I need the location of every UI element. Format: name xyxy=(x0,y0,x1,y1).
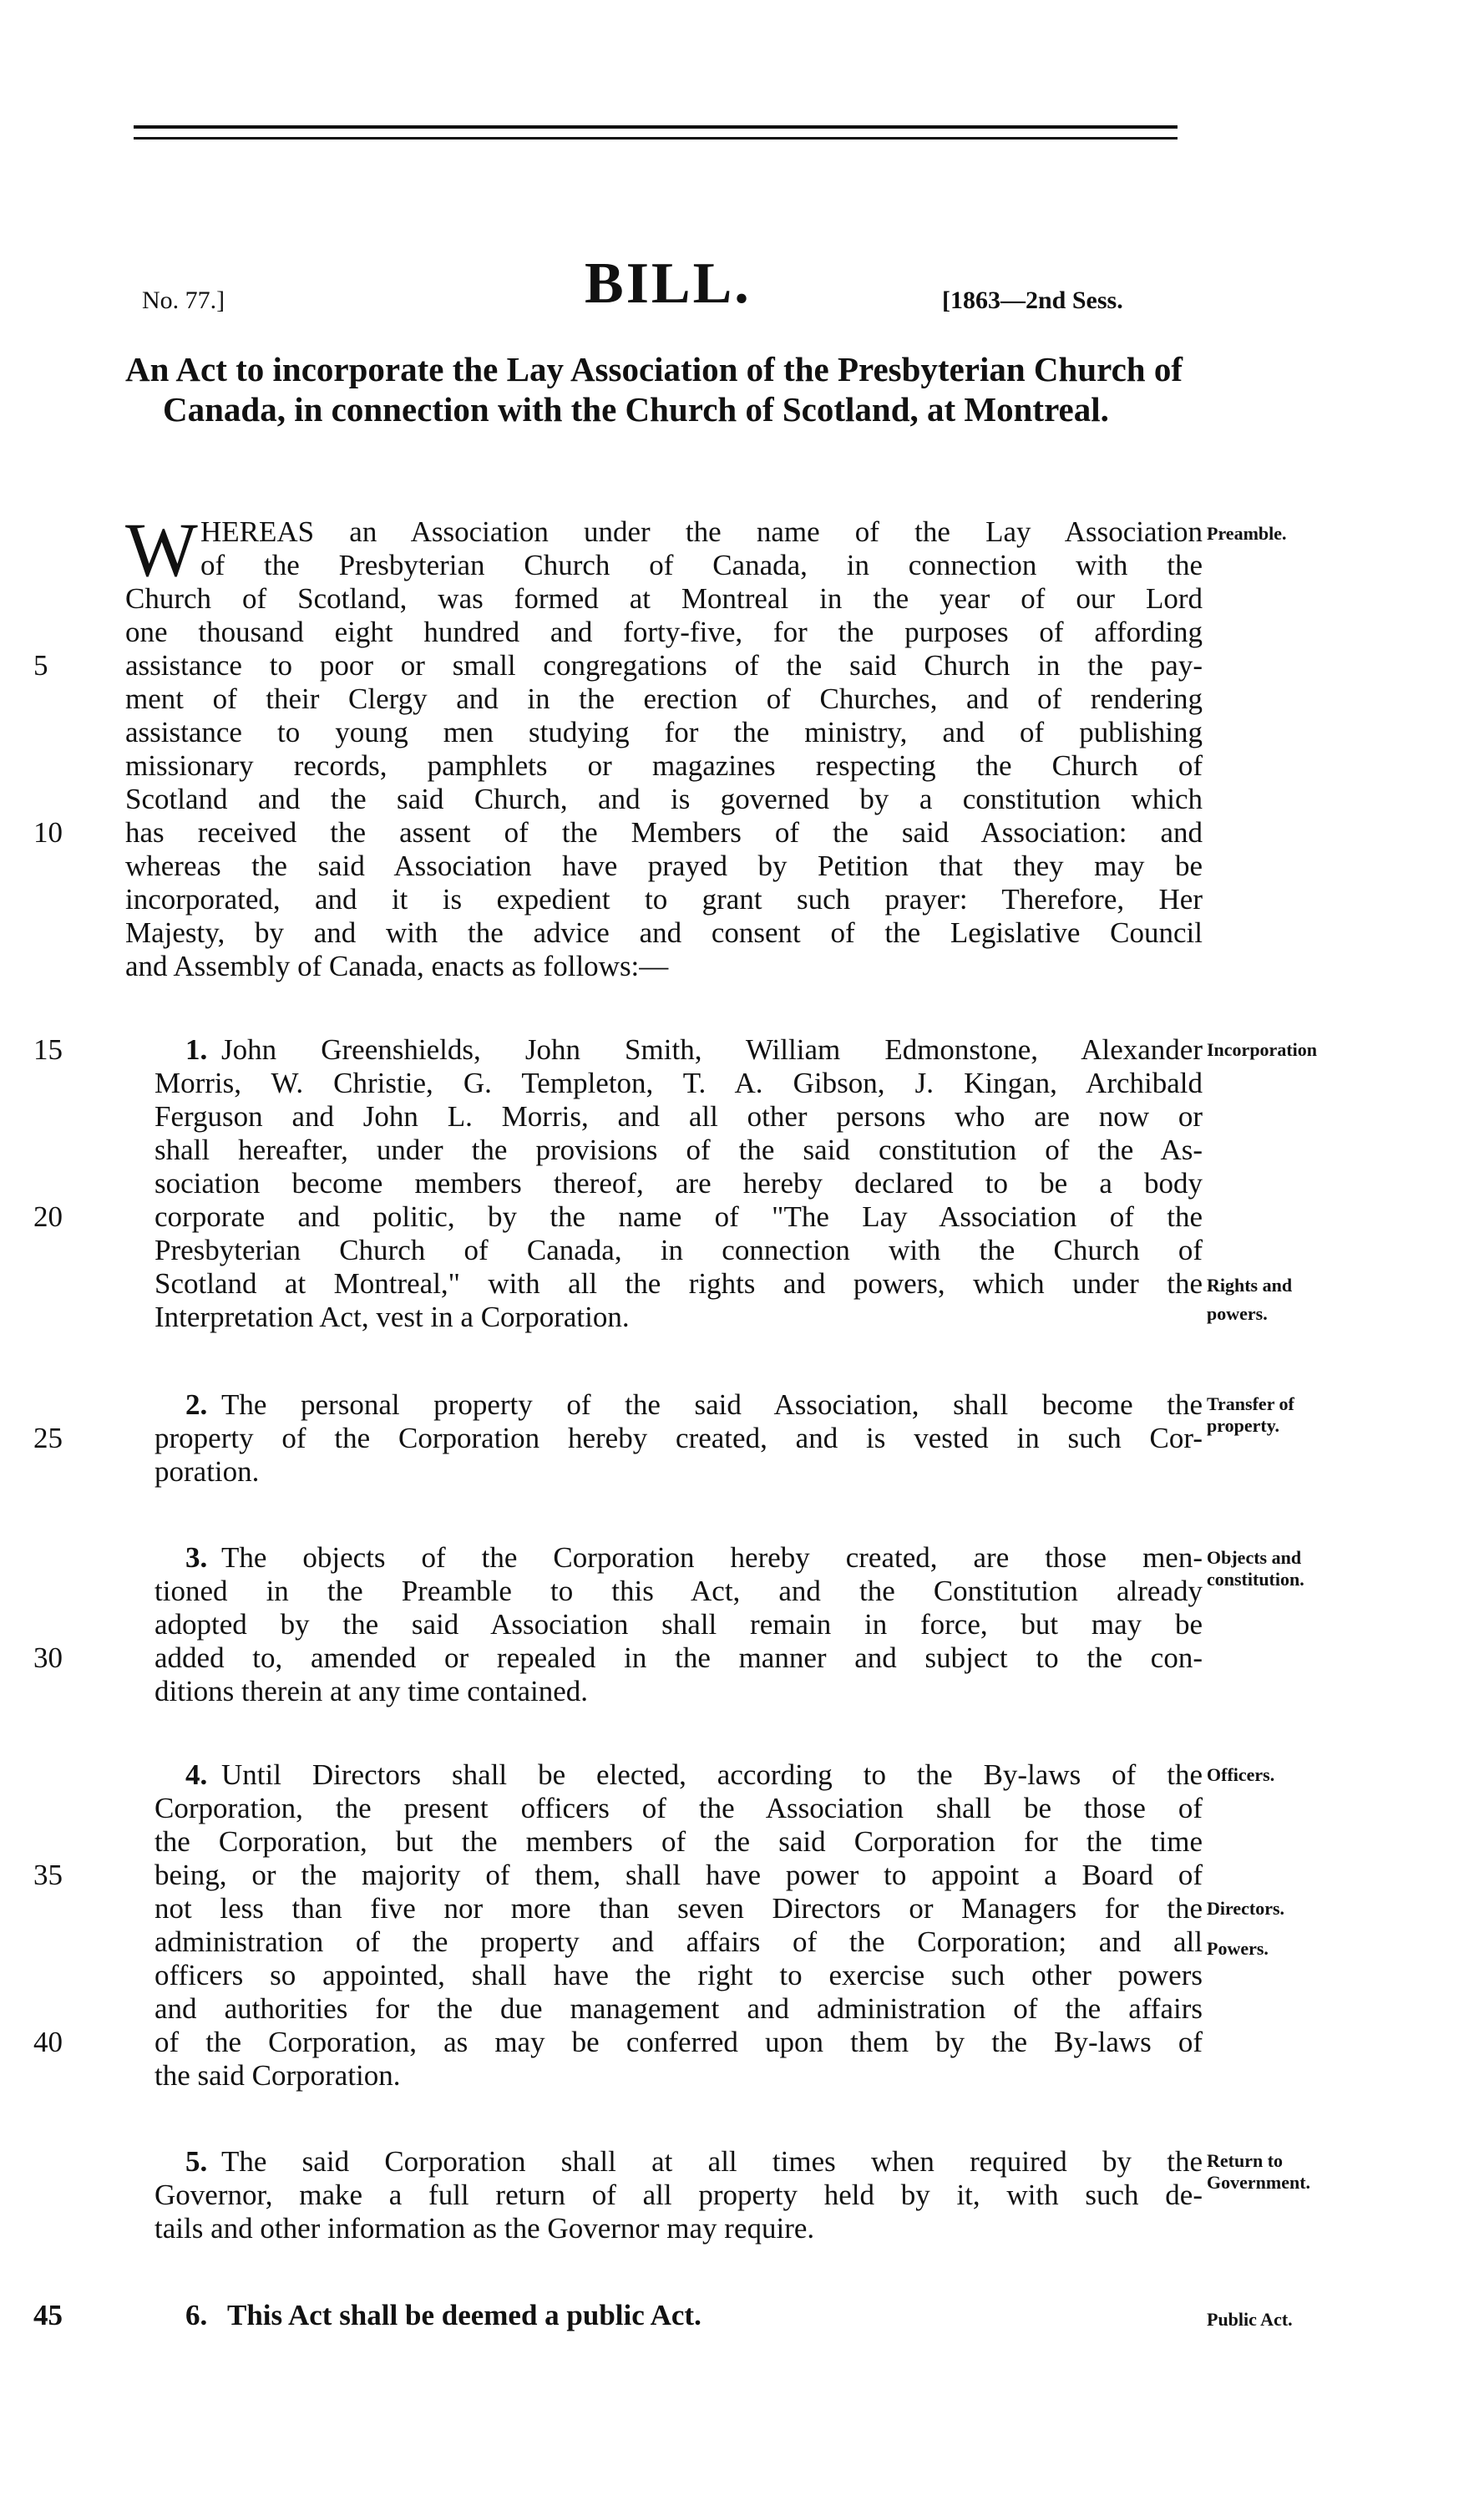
session-label: [1863—2nd Sess. xyxy=(942,287,1123,314)
bill-number: No. 77.] xyxy=(142,287,225,314)
line-number: 15 xyxy=(33,1033,63,1066)
section-line: added to, amended or repealed in the manner and subject to the con- xyxy=(154,1641,1203,1674)
margin-note-incorporation: Incorporation xyxy=(1207,1039,1317,1060)
section-line: The personal property of the said Association, shall become the xyxy=(221,1388,1203,1421)
margin-note-transfer: property. xyxy=(1207,1415,1279,1436)
margin-note-rights: powers. xyxy=(1207,1303,1268,1324)
preamble-line: Church of Scotland, was formed at Montreal in the year of our Lord xyxy=(125,582,1203,615)
section-number: 1. xyxy=(185,1033,208,1066)
drop-cap: W xyxy=(125,507,198,592)
section-line: The objects of the Corporation hereby created, are those men- xyxy=(221,1541,1203,1574)
margin-note-return: Return to xyxy=(1207,2150,1284,2171)
section-line: Presbyterian Church of Canada, in connection with the Church of xyxy=(154,1234,1203,1266)
preamble-line: has received the assent of the Members of the said Association: and xyxy=(125,816,1203,849)
section-line: The said Corporation shall at all times when required by the xyxy=(221,2145,1203,2178)
margin-note-powers: Powers. xyxy=(1207,1938,1269,1959)
section-number: 2. xyxy=(185,1388,208,1421)
section-line: tails and other information as the Governor may require. xyxy=(154,2212,815,2245)
line-number: 25 xyxy=(33,1422,63,1454)
section-line: ditions therein at any time contained. xyxy=(154,1675,589,1707)
margin-note-objects: Objects and xyxy=(1207,1547,1302,1568)
section-line: sociation become members thereof, are hereby declared to be a body xyxy=(154,1167,1203,1200)
margin-note-rights: Rights and xyxy=(1207,1275,1293,1296)
section-line: John Greenshields, John Smith, William Edmonstone, Alexander xyxy=(221,1033,1203,1066)
preamble-line: Majesty, by and with the advice and consent of the Legislative Council xyxy=(125,916,1203,949)
preamble-line: and Assembly of Canada, enacts as follows:— xyxy=(125,950,669,982)
line-number: 30 xyxy=(33,1641,63,1674)
preamble-line: assistance to young men studying for the ministry, and of publishing xyxy=(125,716,1203,748)
section-line: the said Corporation. xyxy=(154,2059,401,2092)
section-line: officers so appointed, shall have the right to exercise such other powers xyxy=(154,1959,1203,1991)
line-number: 35 xyxy=(33,1859,63,1891)
margin-note-preamble: Preamble. xyxy=(1207,523,1287,544)
section-line: Corporation, the present officers of the Association shall be those of xyxy=(154,1792,1203,1824)
line-number: 40 xyxy=(33,2026,63,2058)
section-line: Morris, W. Christie, G. Templeton, T. A. Gibson, J. Kingan, Archibald xyxy=(154,1067,1203,1099)
section-line: property of the Corporation hereby created, and is vested in such Cor- xyxy=(154,1422,1203,1454)
section-line: not less than five nor more than seven Directors or Managers for the xyxy=(154,1892,1203,1925)
margin-note-transfer: Transfer of xyxy=(1207,1393,1294,1414)
section-line: corporate and politic, by the name of "The Lay Association of the xyxy=(154,1200,1203,1233)
preamble-line: ment of their Clergy and in the erection of Churches, and of rendering xyxy=(125,682,1203,715)
section-line: tioned in the Preamble to this Act, and the Constitution already xyxy=(154,1575,1203,1607)
section-line: Interpretation Act, vest in a Corporation. xyxy=(154,1301,630,1333)
top-rule xyxy=(134,125,1178,129)
margin-note-officers: Officers. xyxy=(1207,1764,1275,1785)
section-line: This Act shall be deemed a public Act. xyxy=(227,2299,701,2331)
section-line: Scotland at Montreal," with all the rights and powers, which under the xyxy=(154,1267,1203,1300)
line-number: 45 xyxy=(33,2299,63,2331)
preamble-line: whereas the said Association have prayed by Petition that they may be xyxy=(125,850,1203,882)
preamble-line: incorporated, and it is expedient to grant such prayer: Therefore, Her xyxy=(125,883,1203,916)
line-number: 20 xyxy=(33,1200,63,1233)
section-line: administration of the property and affairs of the Corporation; and all xyxy=(154,1925,1203,1958)
margin-note-objects: constitution. xyxy=(1207,1569,1304,1590)
section-line: Governor, make a full return of all property held by it, with such de- xyxy=(154,2179,1203,2211)
section-line: being, or the majority of them, shall have power to appoint a Board of xyxy=(154,1859,1203,1891)
preamble-line: missionary records, pamphlets or magazines respecting the Church of xyxy=(125,749,1203,782)
preamble-line: HEREAS an Association under the name of the Lay Association xyxy=(200,515,1203,548)
section-line: and authorities for the due management and administration of the affairs xyxy=(154,1992,1203,2025)
section-line: Until Directors shall be elected, according to the By-laws of the xyxy=(221,1758,1203,1791)
section-number: 4. xyxy=(185,1758,208,1791)
preamble-line: of the Presbyterian Church of Canada, in connection with the xyxy=(200,549,1203,581)
page-title: BILL. xyxy=(585,251,752,316)
section-line: shall hereafter, under the provisions of the said constitution of the As- xyxy=(154,1134,1203,1166)
line-number: 5 xyxy=(33,649,48,682)
preamble-line: Scotland and the said Church, and is governed by a constitution which xyxy=(125,783,1203,815)
top-rule-double xyxy=(134,137,1178,140)
margin-note-return: Government. xyxy=(1207,2172,1311,2193)
line-number: 10 xyxy=(33,816,63,849)
section-line: the Corporation, but the members of the said Corporation for the time xyxy=(154,1825,1203,1858)
section-number: 6. xyxy=(185,2299,208,2331)
section-line: adopted by the said Association shall remain in force, but may be xyxy=(154,1608,1203,1641)
margin-note-directors: Directors. xyxy=(1207,1898,1285,1919)
preamble-line: assistance to poor or small congregations of the said Church in the pay- xyxy=(125,649,1203,682)
act-title: An Act to incorporate the Lay Association of the Presbyterian Church of Canada, in connection with the Church of Scotland, at Montreal. xyxy=(125,350,1183,429)
section-line: poration. xyxy=(154,1455,260,1488)
margin-note-public: Public Act. xyxy=(1207,2309,1293,2330)
section-line: of the Corporation, as may be conferred upon them by the By-laws of xyxy=(154,2026,1203,2058)
preamble-line: one thousand eight hundred and forty-five, for the purposes of affording xyxy=(125,616,1203,648)
section-number: 3. xyxy=(185,1541,208,1574)
section-line: Ferguson and John L. Morris, and all other persons who are now or xyxy=(154,1100,1203,1133)
section-number: 5. xyxy=(185,2145,208,2178)
